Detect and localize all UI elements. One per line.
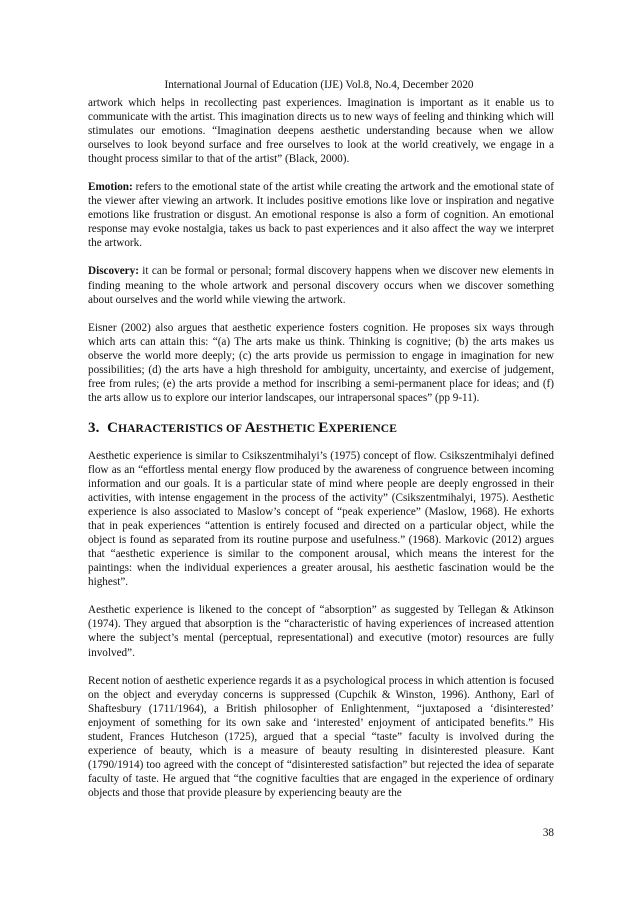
section-heading: 3. CHARACTERISTICS OF AESTHETIC EXPERIENCE: [88, 419, 397, 436]
paragraph-flow: Aesthetic experience is similar to Csikszentmihalyi’s (1975) concept of flow. Csikszentmihalyi defined flow as an “effortless mental energy flow produced by the awareness of congruence between incoming information and our goals. It is a particular state of mind where people are deeply engrossed in their activities, with intense engagement in the process of the activity” (Csikszentmihalyi, 1975). Aesthetic experience is also associated to Maslow’s concept of “peak experience” (Maslow, 1968). He exhorts that in peak experiences “attention is entirely focused and directed on a particular object, while the object is found as separated from its routine purpose and usefulness.” (1968). Markovic (2012) argues that “aesthetic experience is similar to the component arousal, which means the interest for the paintings: when the individual experiences a greater arousal, his aesthetic fascination would be the highest”.: [88, 449, 554, 589]
page-number: 38: [542, 827, 554, 839]
section-number: 3.: [88, 419, 100, 436]
paragraph-absorption: Aesthetic experience is likened to the concept of “absorption” as suggested by Tellegan & Atkinson (1974). They argued that absorption is the “characteristic of having experiences of increased attention where the subject’s mental (perceptual, representational) and executive (motor) resources are fully involved”.: [88, 604, 554, 659]
discovery-text: it can be formal or personal; formal discovery happens when we discover new elements in finding meaning to the whole artwork and personal discovery occurs when we discover something about ourselves and the world while viewing the artwork.: [88, 265, 554, 306]
paragraph-discovery: [88, 264, 554, 306]
running-header: International Journal of Education (IJE) Vol.8, No.4, December 2020: [164, 79, 474, 91]
paragraph-emotion: [88, 180, 554, 250]
term-discovery: Discovery:: [88, 265, 139, 278]
term-emotion: Emotion:: [88, 181, 133, 194]
paragraph-recent-notion: Recent notion of aesthetic experience regards it as a psychological process in which attention is focused on the object and everyday concerns is suppressed (Cupchik & Winston, 1996). Anthony, Earl of Shaftesbury (1711/1964), a British philosopher of Enlightenment, “juxtaposed a ‘disinterested’ enjoyment of something for its own sake and ‘interested’ enjoyment of anticipated benefits.” His student, Frances Hutcheson (1725), argued that a special “taste” faculty is involved during the experience of beauty, which is a measure of beauty resulting in disinterested pleasure. Kant (1790/1914) too agreed with the concept of “disinterested satisfaction” but rejected the idea of separate faculty of taste. He argued that “the cognitive faculties that are engaged in the experience of ordinary objects and those that provide pleasure by experiencing beauty are the: [88, 674, 554, 799]
paragraph-eisner: Eisner (2002) also argues that aesthetic experience fosters cognition. He proposes six ways through which arts can attain this: “(a) The arts make us think. Thinking is cognitive; (b) the arts makes us observe the world more deeply; (c) the arts provide us permission to engage in imagination for new possibilities; (d) the arts have a high threshold for ambiguity, uncertainty, and exercise of judgement, free from rules; (e) the arts provide a method for inscribing a semi-permanent place for ideas; and (f) the arts allow us to explore our interior landscapes, our intrapersonal spaces” (pp 9-11).: [88, 321, 554, 404]
page-body: [88, 96, 554, 814]
emotion-text: refers to the emotional state of the artist while creating the artwork and the emotional state of the viewer after viewing an artwork. It includes positive emotions like love or inspiration and negative emotions like frustration or disgust. An emotional response is also a form of cognition. An emotional response may evoke nostalgia, takes us back to past experiences and it also affect the way we interpret the artwork.: [88, 181, 554, 250]
paragraph-imagination-cont: artwork which helps in recollecting past experiences. Imagination is important as it enable us to communicate with the artist. This imagination directs us to new ways of feeling and thinking which will stimulates our emotions. “Imagination deepens aesthetic understanding because when we allow ourselves to look beyond surface and free ourselves to look at the world creatively, we engage in a thought process similar to that of the artist” (Black, 2000).: [88, 97, 554, 166]
